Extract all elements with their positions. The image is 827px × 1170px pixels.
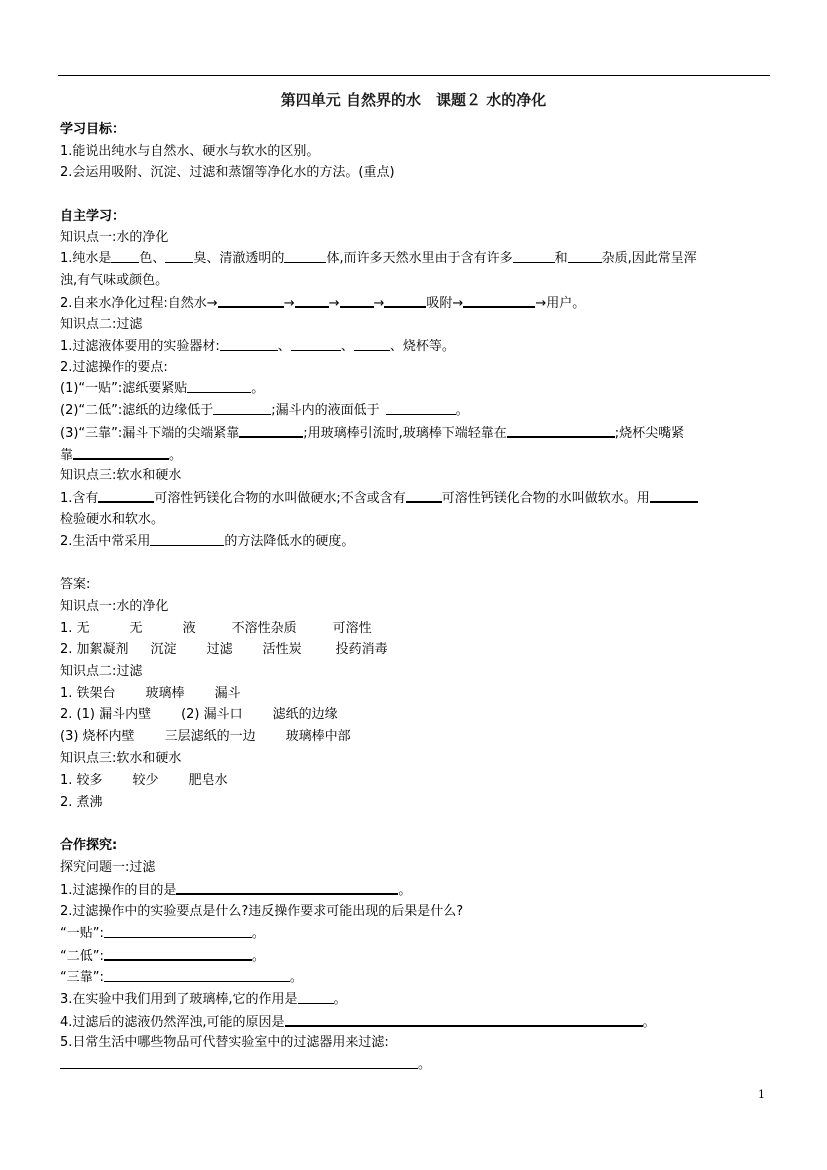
answer-line: 2. (1) 漏斗内壁 (2) 漏斗口 滤纸的边缘 <box>60 707 338 722</box>
fill-in-line: (1)“一贴”:滤纸要紧贴 。 <box>60 381 265 396</box>
blank[interactable] <box>513 249 555 263</box>
answer-line: 2. 煮沸 <box>60 795 103 810</box>
blank[interactable] <box>104 924 252 938</box>
blank[interactable] <box>386 401 456 415</box>
blank[interactable] <box>98 488 154 503</box>
goal-item: 1.能说出纯水与自然水、硬水与软水的区别。 <box>60 144 320 159</box>
question-line: “三靠”: 。 <box>60 970 303 985</box>
question-line: 。 <box>60 1055 772 1074</box>
fill-in-line: 浊,有气味或颜色。 <box>60 273 169 288</box>
page-title: 第四单元 自然界的水 课题２ 水的净化 <box>280 91 547 109</box>
blank[interactable] <box>384 293 426 308</box>
answer-line: 1. 铁架台 玻璃棒 漏斗 <box>60 686 241 701</box>
answer-line: (3) 烧杯内壁 三层滤纸的一边 玻璃棒中部 <box>60 729 351 744</box>
blank[interactable] <box>463 293 535 308</box>
answer-line: 2. 加絮凝剂 沉淀 过滤 活性炭 投药消毒 <box>60 642 388 657</box>
fill-in-line: (2)“二低”:滤纸的边缘低于 ;漏斗内的液面低于 。 <box>60 403 469 418</box>
fill-in-line: 1.纯水是 色、 臭、清澈透明的 体,而许多天然水里由于含有许多 和 杂质,因此常呈浑 <box>60 251 697 266</box>
blank[interactable] <box>354 337 390 351</box>
fill-in-line: 靠 。 <box>60 445 772 465</box>
answers-heading: 答案: <box>60 577 91 592</box>
blank[interactable] <box>650 488 698 503</box>
fill-in-line: 2.生活中常采用 的方法降低水的硬度。 <box>60 534 355 549</box>
blank[interactable] <box>213 401 271 415</box>
question-line: 3.在实验中我们用到了玻璃棒,它的作用是 。 <box>60 992 347 1007</box>
page-number: 1 <box>758 1088 765 1101</box>
knowledge-point-title: 知识点三:软水和硬水 <box>60 468 182 483</box>
blank[interactable] <box>73 445 169 460</box>
blank[interactable] <box>150 532 224 546</box>
header-rule <box>58 75 770 76</box>
knowledge-point-title: 知识点一:水的净化 <box>60 599 169 614</box>
blank[interactable] <box>104 946 252 961</box>
blank[interactable] <box>284 249 326 263</box>
question-title: 探究问题一:过滤 <box>60 860 156 875</box>
cooperative-heading: 合作探究: <box>60 838 118 853</box>
blank[interactable] <box>176 880 398 895</box>
answer-line: 1. 较多 较少 肥皂水 <box>60 773 228 788</box>
blank[interactable] <box>111 249 139 263</box>
blank[interactable] <box>507 423 615 438</box>
knowledge-point-title: 知识点二:过滤 <box>60 664 143 679</box>
fill-in-line: 1.过滤液体要用的实验器材: 、 、 、烧杯等。 <box>60 339 455 354</box>
blank[interactable] <box>298 990 334 1004</box>
question-line: “二低”: 。 <box>60 946 772 966</box>
answer-line: 1. 无 无 液 不溶性杂质 可溶性 <box>60 621 372 636</box>
fill-in-line: 2.过滤操作的要点: <box>60 360 168 375</box>
goals-heading: 学习目标： <box>60 122 126 137</box>
blank[interactable] <box>60 1055 418 1069</box>
blank[interactable] <box>187 379 251 393</box>
fill-in-line: 1.含有 可溶性钙镁化合物的水叫做硬水;不含或含有 可溶性钙镁化合物的水叫做软水。用 <box>60 488 772 508</box>
fill-in-line: 检验硬水和软水。 <box>60 512 165 527</box>
goal-item: 2.会运用吸附、沉淀、过滤和蒸馏等净化水的方法。(重点) <box>60 165 395 180</box>
question-line: 4.过滤后的滤液仍然浑浊,可能的原因是 。 <box>60 1012 772 1032</box>
blank[interactable] <box>218 293 284 308</box>
knowledge-point-title: 知识点三:软水和硬水 <box>60 751 182 766</box>
blank[interactable] <box>295 293 329 308</box>
fill-in-line: (3)“三靠”:漏斗下端的尖端紧靠 ;用玻璃棒引流时,玻璃棒下端轻靠在 ;烧杯尖嘴紧 <box>60 423 772 443</box>
knowledge-point-title: 知识点一:水的净化 <box>60 230 169 245</box>
question-line: “一贴”: 。 <box>60 926 265 941</box>
blank[interactable] <box>568 249 602 263</box>
blank[interactable] <box>239 423 303 438</box>
question-line: 1.过滤操作的目的是 。 <box>60 880 772 900</box>
blank[interactable] <box>340 293 374 308</box>
knowledge-point-title: 知识点二:过滤 <box>60 317 143 332</box>
question-line: 2.过滤操作中的实验要点是什么?违反操作要求可能出现的后果是什么? <box>60 904 464 919</box>
blank[interactable] <box>165 249 193 263</box>
question-line: 5.日常生活中哪些物品可代替实验室中的过滤器用来过滤: <box>60 1035 389 1050</box>
blank[interactable] <box>285 1012 643 1027</box>
blank[interactable] <box>291 337 341 351</box>
blank[interactable] <box>406 488 442 503</box>
self-study-heading: 自主学习： <box>60 209 126 224</box>
fill-in-line: 2.自来水净化过程:自然水→ → → → 吸附→ →用户。 <box>60 293 772 313</box>
blank[interactable] <box>220 337 278 351</box>
blank[interactable] <box>104 968 290 982</box>
